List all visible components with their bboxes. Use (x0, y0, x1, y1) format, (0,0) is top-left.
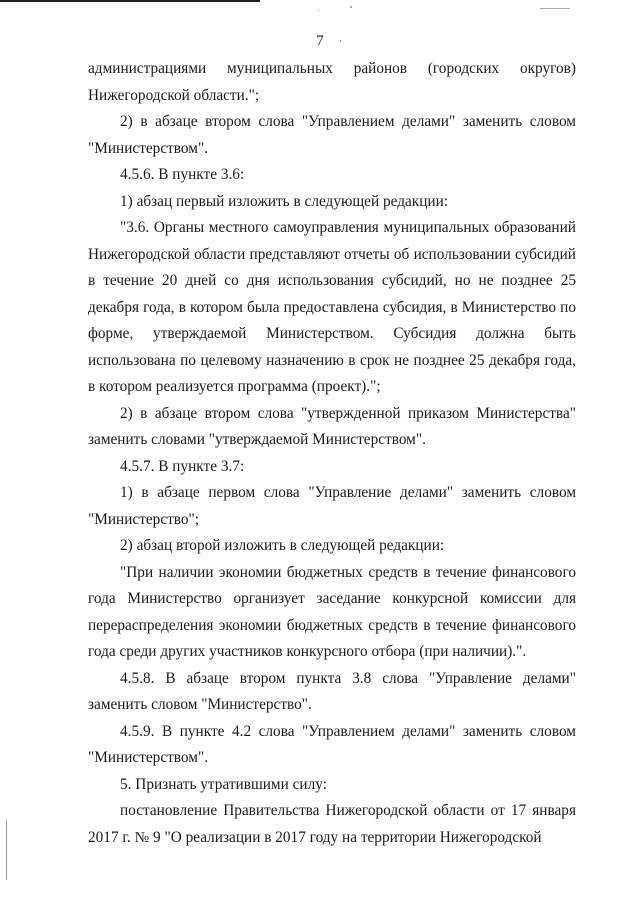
scan-margin-line (6, 820, 7, 880)
paragraph: 1) абзац первый изложить в следующей редакции: (120, 192, 449, 210)
paragraph: 2) в абзаце втором слова "утвержденной приказом Министерства" заменить словами "утверждаемой Министерством". (88, 404, 576, 448)
paragraph: 4.5.9. В пункте 4.2 слова "Управлением делами" заменить словом "Министерством". (88, 722, 576, 766)
paragraph: "3.6. Органы местного самоуправления муниципальных образований Нижегородской области представляют отчеты об использовании субсидий в течение 20 дней со дня использования субсидий, но не позднее 25 декабря года, в котором была предоставлена субсидия, в Министерство по форме, утверждаемой Министерством. Субсидия должна быть использована по целевому назначению в срок не позднее 25 декабря года, в котором реализуется программа (проект)."; (88, 219, 576, 395)
paragraph: 1) в абзаце первом слова "Управление делами" заменить словом "Министерство"; (88, 484, 576, 528)
paragraph: "При наличии экономии бюджетных средств в течение финансового года Министерство организует заседание конкурсной комиссии для перераспределения экономии бюджетных средств в течение финансового года среди других участников конкурсного отбора (при наличии).". (88, 563, 576, 660)
paragraph: 4.5.8. В абзаце втором пункта 3.8 слова "Управление делами" заменить словом "Министерство". (88, 669, 576, 713)
document-body (88, 56, 576, 851)
scan-speck (318, 10, 319, 11)
paragraph: постановление Правительства Нижегородской области от 17 января 2017 г. № 9 "О реализации в 2017 году на территории Нижегородской (88, 802, 576, 846)
paragraph: 2) в абзаце втором слова "Управлением делами" заменить словом "Министерством". (88, 113, 576, 157)
scan-top-border (0, 0, 260, 2)
scan-speck (350, 6, 352, 8)
paragraph: 2) абзац второй изложить в следующей редакции: (120, 537, 445, 554)
scan-top-mark (540, 8, 570, 9)
paragraph: 5. Признать утратившими силу: (120, 775, 327, 793)
paragraph: 4.5.6. В пункте 3.6: (120, 166, 245, 183)
paragraph: 4.5.7. В пункте 3.7: (120, 457, 245, 475)
page-number: 7 (316, 33, 324, 49)
paragraph: администрациями муниципальных районов (городских округов) Нижегородской области."; (88, 60, 576, 104)
